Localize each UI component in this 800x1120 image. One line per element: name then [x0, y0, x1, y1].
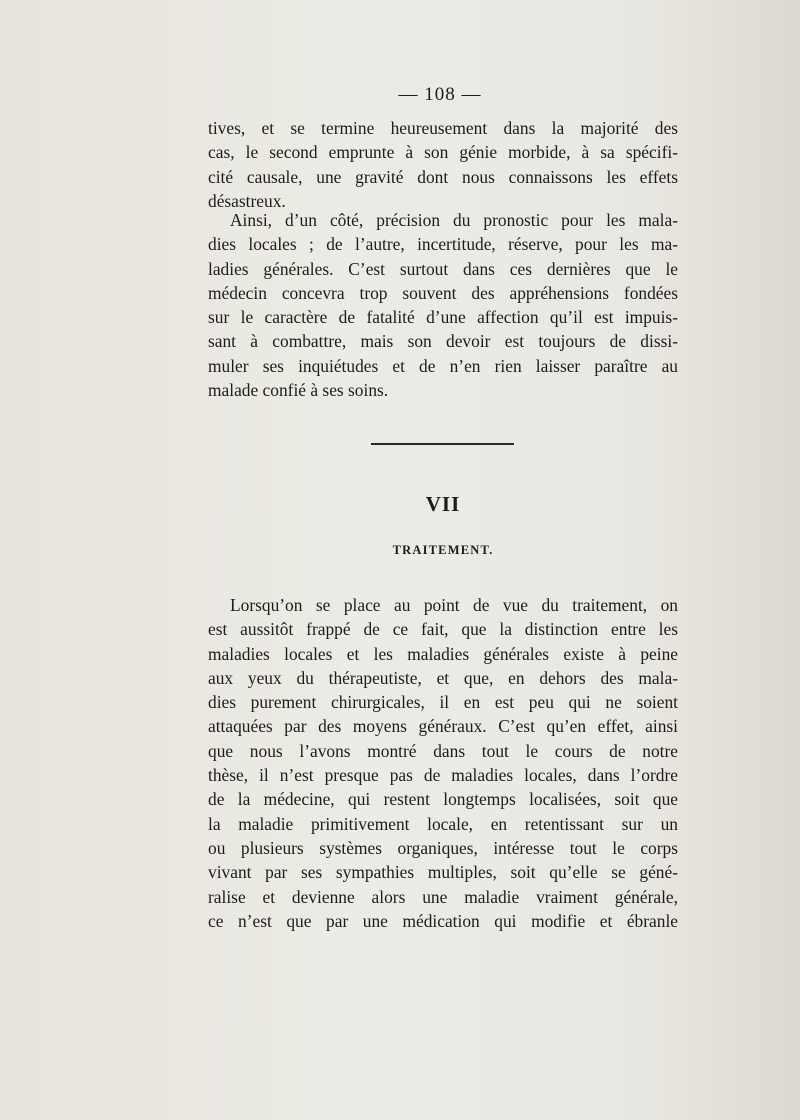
text-line: que nous l’avons montré dans tout le cours de notre — [208, 740, 678, 761]
text-line: Lorsqu’on se place au point de vue du traitement, on — [230, 595, 678, 615]
text-line: maladies locales et les maladies générales existe à peine — [208, 643, 678, 664]
text-line: ralise et devienne alors une maladie vraiment générale, — [208, 886, 678, 907]
text-line: cas, le second emprunte à son génie morbide, à sa spécifi- — [208, 142, 678, 163]
text-line: muler ses inquiétudes et de n’en rien laisser paraître au — [208, 355, 678, 376]
text-line: vivant par ses sympathies multiples, soit qu’elle se géné- — [208, 862, 678, 883]
text-line: attaquées par des moyens généraux. C’est qu’en effet, ainsi — [208, 716, 678, 737]
paragraph-prognosis — [208, 208, 678, 402]
section-divider — [371, 443, 514, 445]
text-line: ladies générales. C’est surtout dans ces dernières que le — [208, 258, 678, 279]
text-line: aux yeux du thérapeutiste, et que, en dehors des mala- — [208, 667, 678, 688]
text-line: médecin concevra trop souvent des appréhensions fondées — [208, 282, 678, 303]
page-number: — 108 — — [398, 84, 482, 105]
text-line: dies purement chirurgicales, il en est peu qui ne soient — [208, 692, 678, 713]
section-title: TRAITEMENT. — [392, 543, 494, 557]
text-line: tives, et se termine heureusement dans la majorité des — [208, 118, 678, 138]
text-line: est aussitôt frappé de ce fait, que la distinction entre les — [208, 619, 678, 640]
section-numeral: VII — [425, 492, 461, 516]
paragraph-continued — [208, 116, 678, 213]
text-line: désastreux. — [208, 190, 286, 211]
text-line: Ainsi, d’un côté, précision du pronostic pour les mala- — [230, 210, 678, 230]
text-line: la maladie primitivement locale, en retentissant sur un — [208, 813, 678, 834]
paragraph-treatment — [208, 593, 678, 933]
text-line: cité causale, une gravité dont nous connaissons les effets — [208, 166, 678, 187]
text-line: ou plusieurs systèmes organiques, intéresse tout le corps — [208, 837, 678, 858]
text-line: sur le caractère de fatalité d’une affection qu’il est impuis- — [208, 307, 678, 328]
text-line: malade confié à ses soins. — [208, 380, 389, 401]
text-line: ce n’est que par une médication qui modifie et ébranle — [208, 910, 678, 931]
text-line: de la médecine, qui restent longtemps localisées, soit que — [208, 789, 678, 810]
text-line: sant à combattre, mais son devoir est toujours de dissi- — [208, 331, 678, 352]
text-line: dies locales ; de l’autre, incertitude, réserve, pour les ma- — [208, 234, 678, 255]
text-line: thèse, il n’est presque pas de maladies locales, dans l’ordre — [208, 765, 678, 786]
